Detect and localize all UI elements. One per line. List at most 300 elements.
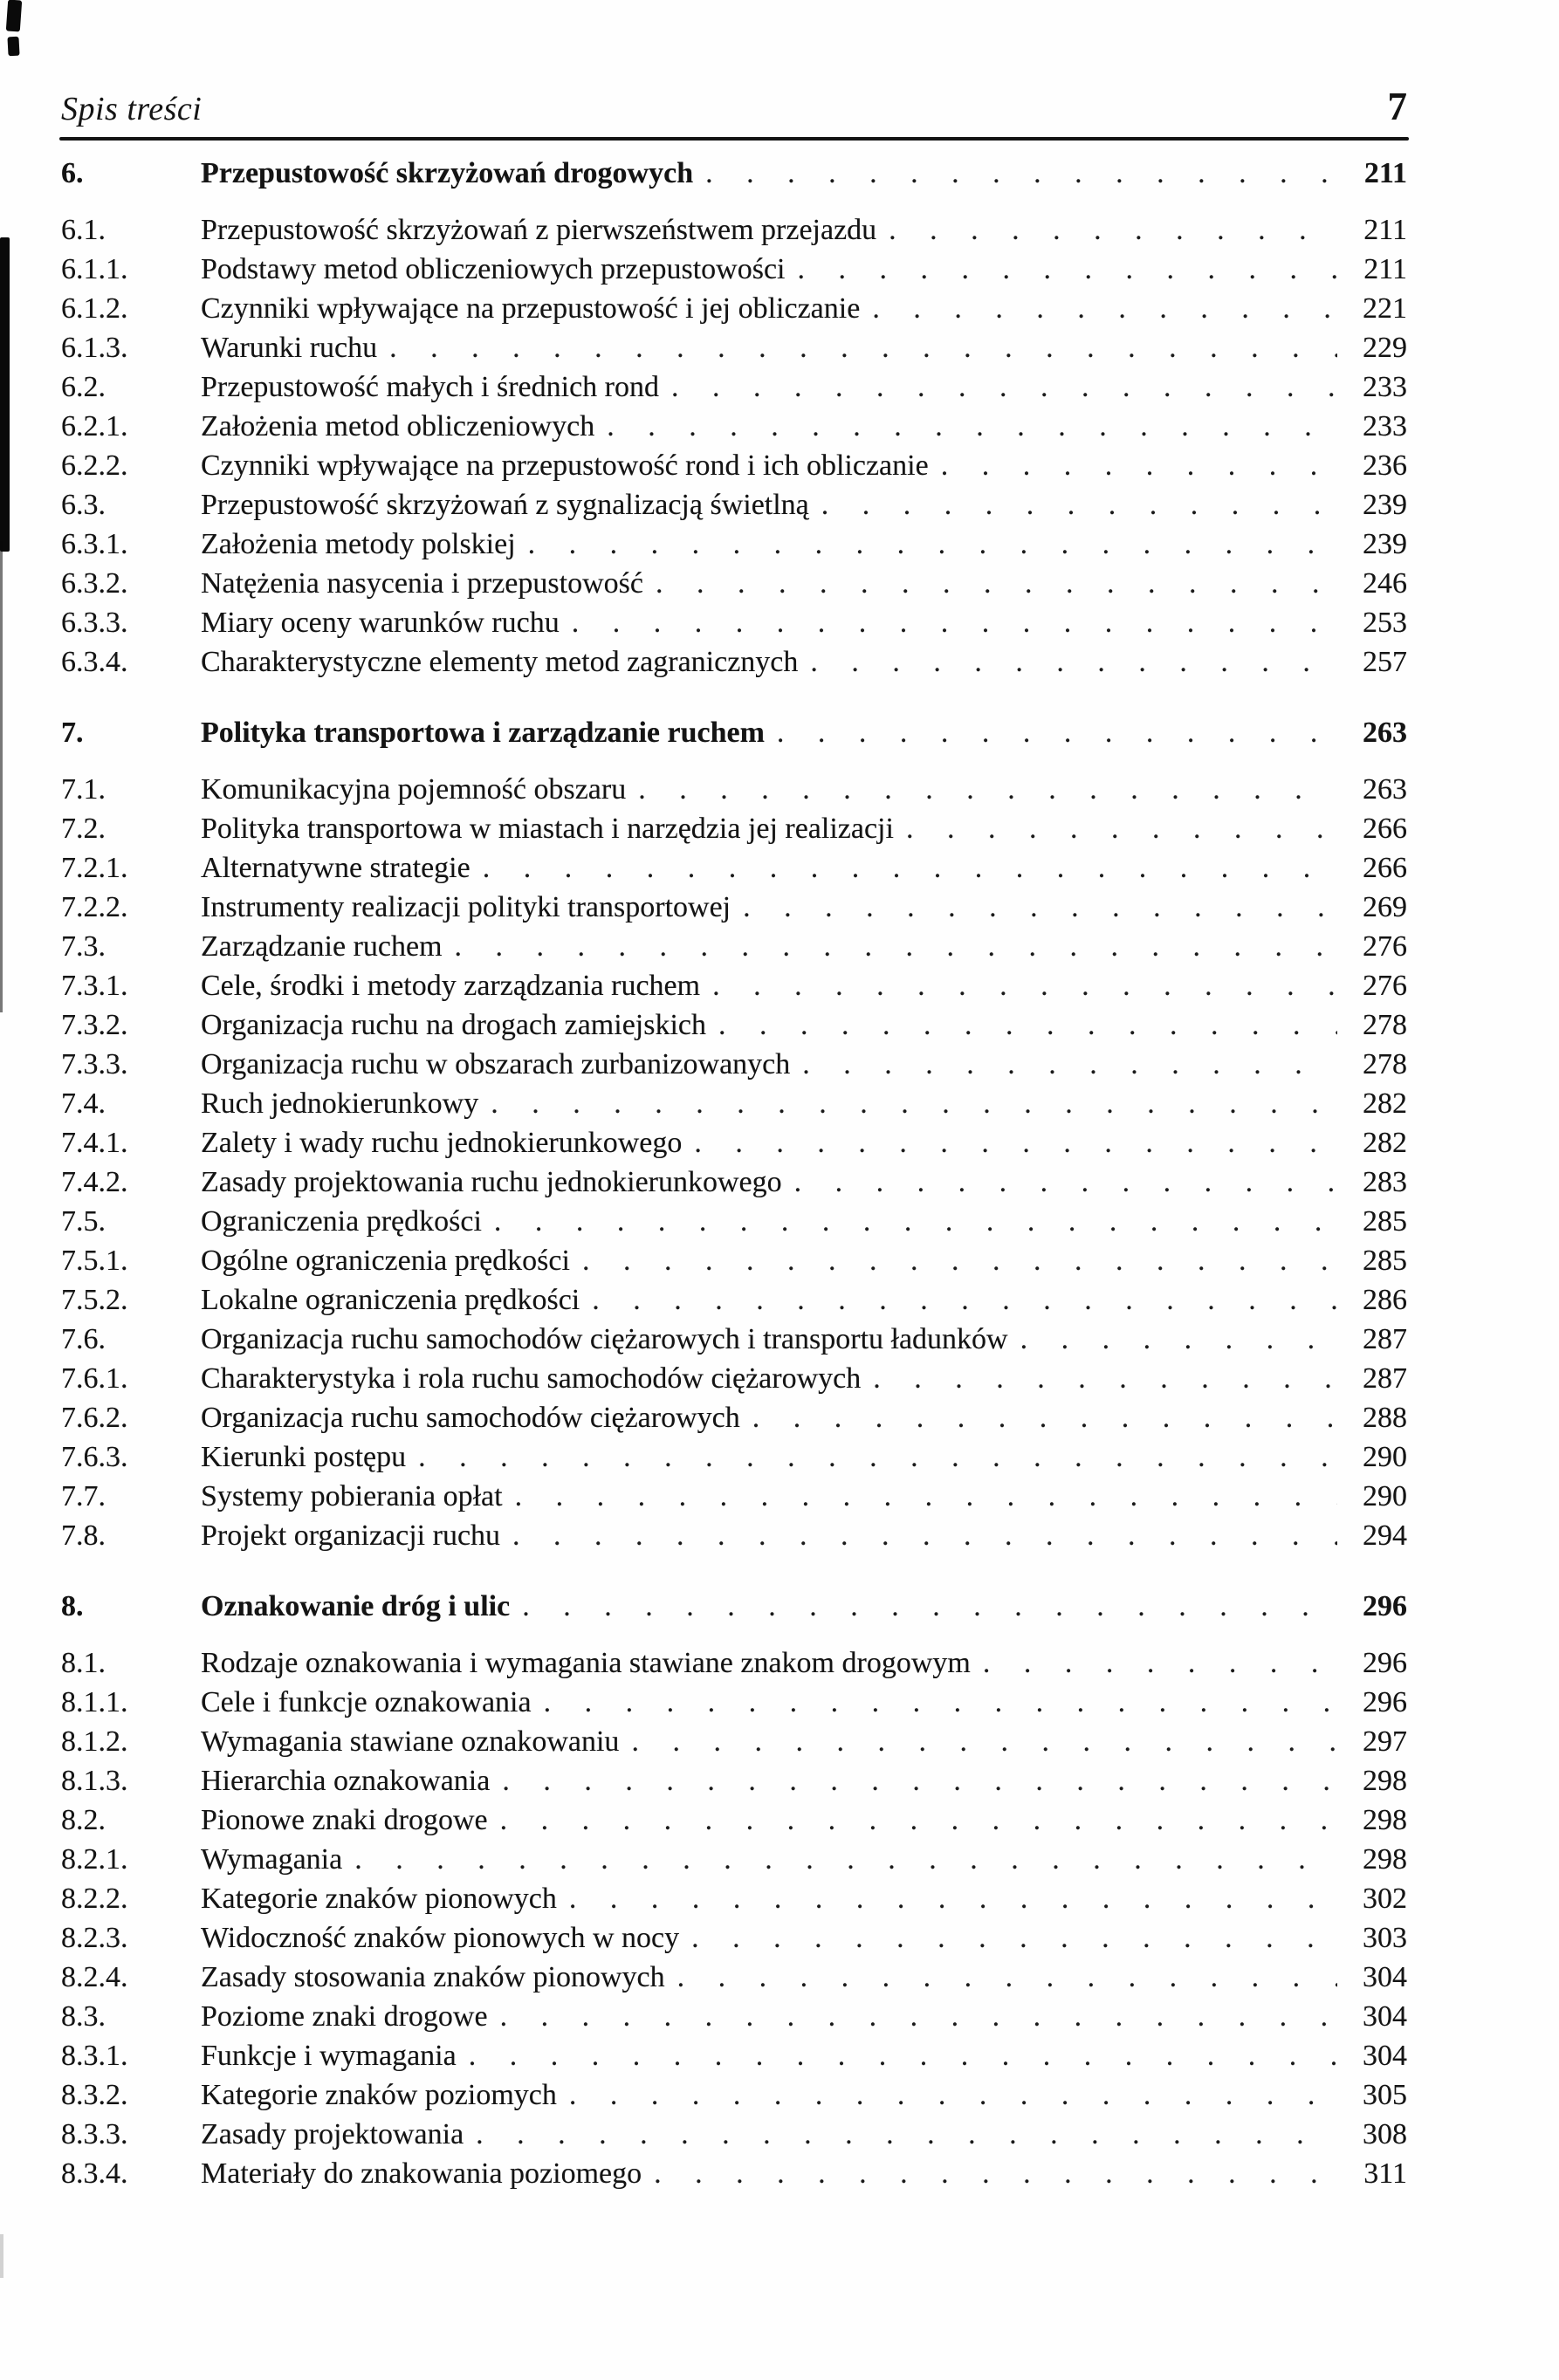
dot-leader <box>569 2075 1337 2115</box>
toc-entry-number: 7.5.1. <box>61 1245 128 1277</box>
dot-leader <box>712 966 1337 1005</box>
toc-entry-page: 233 <box>1363 371 1407 403</box>
toc-entry-number: 7.5.2. <box>61 1284 128 1316</box>
toc-entry-line <box>201 848 1407 888</box>
toc-entry-line <box>201 1320 1407 1359</box>
toc-entry-page: 278 <box>1363 1048 1407 1080</box>
toc-row <box>61 328 1407 367</box>
dot-leader <box>569 1879 1337 1918</box>
toc-entry-title: Zalety i wady ruchu jednokierunkowego <box>201 1127 683 1159</box>
dot-leader <box>718 1005 1337 1045</box>
dot-leader <box>671 367 1337 407</box>
toc-entry-line <box>201 2154 1407 2193</box>
toc-entry-line <box>201 446 1407 485</box>
dot-leader <box>494 1202 1337 1241</box>
dot-leader <box>941 446 1337 485</box>
toc-entry-title: Systemy pobierania opłat <box>201 1480 503 1512</box>
toc-entry-line <box>201 1045 1407 1084</box>
toc-entry-title: Cele i funkcje oznakowania <box>201 1686 532 1718</box>
toc-entry-title: Przepustowość małych i średnich rond <box>201 371 659 403</box>
toc-row <box>61 367 1407 407</box>
dot-leader <box>656 564 1337 603</box>
toc-entry-title: Alternatywne strategie <box>201 852 470 884</box>
toc-entry-page: 296 <box>1363 1590 1407 1622</box>
toc-entry-page: 288 <box>1363 1402 1407 1434</box>
toc-section-row <box>61 713 1407 752</box>
dot-leader <box>906 809 1337 848</box>
toc-entry-page: 302 <box>1363 1883 1407 1915</box>
toc-entry-page: 276 <box>1363 930 1407 963</box>
dot-leader <box>418 1437 1337 1477</box>
toc-entry-title: Kategorie znaków poziomych <box>201 2079 557 2111</box>
toc-entry-line <box>201 927 1407 966</box>
toc-row <box>61 848 1407 888</box>
dot-leader <box>544 1683 1337 1722</box>
toc-entry-number: 7.6.3. <box>61 1441 128 1473</box>
toc-row <box>61 1879 1407 1918</box>
toc-entry-line <box>201 888 1407 927</box>
toc-entry-page: 282 <box>1363 1087 1407 1120</box>
toc-entry-title: Warunki ruchu <box>201 332 378 364</box>
toc-entry-number: 7.5. <box>61 1205 106 1238</box>
toc-section-row <box>61 1587 1407 1626</box>
toc-entry-page: 285 <box>1363 1205 1407 1238</box>
toc-entry-title: Założenia metody polskiej <box>201 528 516 560</box>
toc-entry-title: Założenia metod obliczeniowych <box>201 410 595 442</box>
toc-entry-number: 6.3. <box>61 489 106 521</box>
dot-leader <box>872 289 1337 328</box>
dot-leader <box>794 1163 1337 1202</box>
toc-row <box>61 1280 1407 1320</box>
toc-row <box>61 1643 1407 1683</box>
toc-entry-line <box>201 1163 1407 1202</box>
toc-entry-number: 7.2.1. <box>61 852 128 884</box>
toc-entry-page: 236 <box>1363 449 1407 482</box>
toc-row <box>61 1477 1407 1516</box>
toc-entry-title: Polityka transportowa w miastach i narzędzia jej realizacji <box>201 813 894 845</box>
toc-entry-number: 7.6.1. <box>61 1362 128 1395</box>
toc-entry-line <box>201 642 1407 682</box>
toc-row <box>61 888 1407 927</box>
toc-entry-number: 8.3.4. <box>61 2157 128 2190</box>
scan-edge-artifact <box>0 2234 3 2278</box>
toc-entry-page: 276 <box>1363 970 1407 1002</box>
toc-entry-page: 308 <box>1363 2118 1407 2150</box>
toc-entry-page: 287 <box>1363 1362 1407 1395</box>
dot-leader <box>483 848 1337 888</box>
dot-leader <box>777 713 1337 752</box>
toc-row <box>61 1958 1407 1997</box>
toc-row <box>61 1202 1407 1241</box>
toc-entry-number: 7.3.3. <box>61 1048 128 1080</box>
toc-entry-line <box>201 1643 1407 1683</box>
dot-leader <box>502 1761 1337 1800</box>
toc-entry-page: 305 <box>1363 2079 1407 2111</box>
toc-row <box>61 2115 1407 2154</box>
toc-entry-number: 7.1. <box>61 773 106 806</box>
toc-entry-title: Charakterystyczne elementy metod zagranicznych <box>201 646 799 678</box>
toc-entry-number: 7.2. <box>61 813 106 845</box>
toc-row <box>61 289 1407 328</box>
toc-entry-line <box>201 1398 1407 1437</box>
toc-entry-line <box>201 1437 1407 1477</box>
toc-entry-title: Wymagania <box>201 1843 343 1876</box>
toc-entry-page: 246 <box>1363 567 1407 600</box>
toc-entry-line <box>201 154 1407 193</box>
toc-row <box>61 525 1407 564</box>
toc-entry-title: Miary oceny warunków ruchu <box>201 607 560 639</box>
toc-entry-page: 304 <box>1363 2040 1407 2072</box>
dot-leader <box>691 1918 1337 1958</box>
toc-entry-page: 257 <box>1363 646 1407 678</box>
toc-entry-page: 290 <box>1363 1441 1407 1473</box>
toc-row <box>61 1084 1407 1123</box>
toc-entry-number: 8.2.3. <box>61 1922 128 1954</box>
toc-entry-number: 6.2.1. <box>61 410 128 442</box>
dot-leader <box>743 888 1337 927</box>
toc-section-row <box>61 154 1407 193</box>
toc-row <box>61 564 1407 603</box>
toc-entry-line <box>201 1879 1407 1918</box>
toc-entry-page: 294 <box>1363 1519 1407 1552</box>
scan-smudge-artifact <box>6 0 22 32</box>
toc-entry-number: 8.1.2. <box>61 1725 128 1758</box>
toc-entry-page: 290 <box>1363 1480 1407 1512</box>
toc-entry-line <box>201 328 1407 367</box>
toc-entry-line <box>201 1359 1407 1398</box>
toc-entry-page: 221 <box>1363 292 1407 325</box>
dot-leader <box>677 1958 1337 1997</box>
toc-row <box>61 642 1407 682</box>
toc-row <box>61 407 1407 446</box>
toc-entry-title: Projekt organizacji ruchu <box>201 1519 501 1552</box>
toc-entry-number: 7.3.1. <box>61 970 128 1002</box>
toc-row <box>61 1437 1407 1477</box>
toc-row <box>61 809 1407 848</box>
toc-entry-page: 311 <box>1363 2157 1407 2190</box>
toc-entry-line <box>201 1800 1407 1840</box>
dot-leader <box>752 1398 1337 1437</box>
toc-entry-number: 8.1.1. <box>61 1686 128 1718</box>
toc-entry-title: Przepustowość skrzyżowań drogowych <box>201 157 694 189</box>
toc-entry-number: 7.3.2. <box>61 1009 128 1041</box>
toc-entry-line <box>201 1005 1407 1045</box>
dot-leader <box>821 485 1337 525</box>
toc-entry-line <box>201 289 1407 328</box>
toc-entry-line <box>201 1683 1407 1722</box>
toc-entry-number: 6.1.1. <box>61 253 128 285</box>
toc-entry-page: 286 <box>1363 1284 1407 1316</box>
toc-entry-number: 6.3.3. <box>61 607 128 639</box>
toc-entry-number: 7.6.2. <box>61 1402 128 1434</box>
toc-row <box>61 1918 1407 1958</box>
toc-entry-title: Kategorie znaków pionowych <box>201 1883 557 1915</box>
toc-row <box>61 966 1407 1005</box>
dot-leader <box>522 1587 1337 1626</box>
toc-entry-number: 7.3. <box>61 930 106 963</box>
toc-entry-number: 6.1.3. <box>61 332 128 364</box>
toc-entry-line <box>201 564 1407 603</box>
toc-entry-title: Przepustowość skrzyżowań z pierwszeństwem przejazdu <box>201 214 877 246</box>
toc-entry-number: 7.4.2. <box>61 1166 128 1198</box>
dot-leader <box>694 1123 1337 1163</box>
toc-row <box>61 1997 1407 2036</box>
dot-leader <box>469 2036 1337 2075</box>
toc-entry-number: 6.2.2. <box>61 449 128 482</box>
toc-entry-page: 296 <box>1363 1647 1407 1679</box>
toc-entry-title: Cele, środki i metody zarządzania ruchem <box>201 970 701 1002</box>
toc-entry-number: 6.3.1. <box>61 528 128 560</box>
toc-entry-page: 283 <box>1363 1166 1407 1198</box>
toc-entry-title: Zasady projektowania ruchu jednokierunkowego <box>201 1166 782 1198</box>
toc-entry-page: 278 <box>1363 1009 1407 1041</box>
toc-entry-line <box>201 809 1407 848</box>
toc-entry-title: Materiały do znakowania poziomego <box>201 2157 642 2190</box>
toc-entry-line <box>201 367 1407 407</box>
toc-entry-number: 6.3.2. <box>61 567 128 600</box>
dot-leader <box>455 927 1337 966</box>
dot-leader <box>354 1840 1337 1879</box>
toc-entry-line <box>201 966 1407 1005</box>
toc-entry-number: 7.2.2. <box>61 891 128 923</box>
toc-entry-number: 7.6. <box>61 1323 106 1355</box>
scan-edge-artifact <box>0 541 3 1012</box>
toc-row <box>61 2154 1407 2193</box>
toc-entry-line <box>201 1241 1407 1280</box>
toc-list <box>61 122 1407 2193</box>
toc-row <box>61 446 1407 485</box>
dot-leader <box>1020 1320 1337 1359</box>
toc-entry-number: 8.2.2. <box>61 1883 128 1915</box>
toc-entry-line <box>201 1840 1407 1879</box>
toc-entry-line <box>201 1722 1407 1761</box>
toc-row <box>61 210 1407 250</box>
toc-entry-page: 298 <box>1363 1765 1407 1797</box>
toc-row <box>61 1241 1407 1280</box>
toc-entry-title: Zasady projektowania <box>201 2118 464 2150</box>
toc-entry-line <box>201 1997 1407 2036</box>
dot-leader <box>389 328 1337 367</box>
toc-entry-title: Ograniczenia prędkości <box>201 1205 482 1238</box>
toc-entry-page: 298 <box>1363 1804 1407 1836</box>
dot-leader <box>476 2115 1337 2154</box>
toc-entry-number: 7.4.1. <box>61 1127 128 1159</box>
toc-entry-title: Organizacja ruchu w obszarach zurbanizowanych <box>201 1048 791 1080</box>
toc-entry-title: Oznakowanie dróg i ulic <box>201 1590 511 1622</box>
toc-row <box>61 250 1407 289</box>
toc-entry-line <box>201 1477 1407 1516</box>
dot-leader <box>797 250 1337 289</box>
toc-entry-page: 285 <box>1363 1245 1407 1277</box>
toc-row <box>61 1840 1407 1879</box>
toc-entry-line <box>201 713 1407 752</box>
dot-leader <box>582 1241 1337 1280</box>
toc-row <box>61 1683 1407 1722</box>
toc-entry-page: 263 <box>1363 773 1407 806</box>
toc-entry-page: 229 <box>1363 332 1407 364</box>
toc-entry-page: 211 <box>1363 253 1407 285</box>
toc-entry-page: 304 <box>1363 1961 1407 1993</box>
toc-entry-title: Poziome znaki drogowe <box>201 2000 488 2033</box>
toc-entry-line <box>201 407 1407 446</box>
dot-leader <box>607 407 1337 446</box>
toc-entry-number: 6.1. <box>61 214 106 246</box>
toc-row <box>61 1005 1407 1045</box>
toc-row <box>61 770 1407 809</box>
toc-entry-page: 303 <box>1363 1922 1407 1954</box>
toc-entry-title: Instrumenty realizacji polityki transportowej <box>201 891 731 923</box>
page-number: 7 <box>1387 85 1407 128</box>
dot-leader <box>802 1045 1337 1084</box>
scan-smudge-artifact <box>7 37 19 57</box>
toc-entry-line <box>201 525 1407 564</box>
toc-entry-title: Komunikacyjna pojemność obszaru <box>201 773 627 806</box>
toc-entry-title: Zasady stosowania znaków pionowych <box>201 1961 665 1993</box>
toc-entry-page: 233 <box>1363 410 1407 442</box>
toc-row <box>61 1045 1407 1084</box>
toc-row <box>61 1516 1407 1555</box>
dot-leader <box>873 1359 1337 1398</box>
toc-entry-page: 211 <box>1363 157 1407 189</box>
toc-entry-number: 8.3.3. <box>61 2118 128 2150</box>
toc-entry-title: Zarządzanie ruchem <box>201 930 443 963</box>
dot-leader <box>810 642 1337 682</box>
toc-entry-title: Widoczność znaków pionowych w nocy <box>201 1922 680 1954</box>
toc-entry-page: 304 <box>1363 2000 1407 2033</box>
toc-entry-number: 8.2.4. <box>61 1961 128 1993</box>
toc-entry-title: Kierunki postępu <box>201 1441 407 1473</box>
toc-entry-line <box>201 1084 1407 1123</box>
toc-row <box>61 927 1407 966</box>
toc-entry-number: 8.2.1. <box>61 1843 128 1876</box>
toc-entry-number: 6.1.2. <box>61 292 128 325</box>
scan-edge-artifact <box>0 237 10 552</box>
toc-entry-page: 298 <box>1363 1843 1407 1876</box>
toc-entry-line <box>201 2075 1407 2115</box>
dot-leader <box>983 1643 1337 1683</box>
toc-entry-number: 7. <box>61 717 84 749</box>
toc-row <box>61 1800 1407 1840</box>
dot-leader <box>638 770 1337 809</box>
toc-entry-number: 8.3. <box>61 2000 106 2033</box>
toc-entry-title: Pionowe znaki drogowe <box>201 1804 488 1836</box>
toc-entry-page: 296 <box>1363 1686 1407 1718</box>
toc-entry-page: 253 <box>1363 607 1407 639</box>
toc-entry-number: 6. <box>61 157 84 189</box>
toc-entry-title: Ruch jednokierunkowy <box>201 1087 479 1120</box>
toc-entry-title: Organizacja ruchu na drogach zamiejskich <box>201 1009 706 1041</box>
toc-row <box>61 1123 1407 1163</box>
dot-leader <box>500 1997 1337 2036</box>
toc-entry-title: Podstawy metod obliczeniowych przepustowości <box>201 253 786 285</box>
toc-row <box>61 1163 1407 1202</box>
toc-row <box>61 2036 1407 2075</box>
toc-entry-number: 8.1. <box>61 1647 106 1679</box>
toc-entry-title: Czynniki wpływające na przepustowość rond i ich obliczanie <box>201 449 929 482</box>
dot-leader <box>528 525 1337 564</box>
toc-entry-page: 282 <box>1363 1127 1407 1159</box>
toc-row <box>61 1320 1407 1359</box>
toc-entry-title: Przepustowość skrzyżowań z sygnalizacją świetlną <box>201 489 809 521</box>
toc-entry-page: 239 <box>1363 528 1407 560</box>
toc-entry-number: 7.4. <box>61 1087 106 1120</box>
dot-leader <box>705 154 1337 193</box>
toc-entry-title: Natężenia nasycenia i przepustowość <box>201 567 643 600</box>
toc-row <box>61 1761 1407 1800</box>
running-title: Spis treści <box>61 91 203 127</box>
toc-entry-number: 8. <box>61 1590 84 1622</box>
toc-entry-page: 266 <box>1363 852 1407 884</box>
toc-entry-title: Lokalne ograniczenia prędkości <box>201 1284 580 1316</box>
toc-entry-number: 7.8. <box>61 1519 106 1552</box>
toc-entry-page: 266 <box>1363 813 1407 845</box>
toc-entry-title: Polityka transportowa i zarządzanie ruchem <box>201 717 765 749</box>
toc-entry-line <box>201 1516 1407 1555</box>
toc-entry-title: Funkcje i wymagania <box>201 2040 457 2072</box>
toc-entry-line <box>201 210 1407 250</box>
dot-leader <box>592 1280 1337 1320</box>
toc-entry-number: 8.2. <box>61 1804 106 1836</box>
toc-entry-line <box>201 1280 1407 1320</box>
toc-row <box>61 603 1407 642</box>
toc-entry-number: 6.3.4. <box>61 646 128 678</box>
toc-entry-line <box>201 485 1407 525</box>
toc-entry-line <box>201 1202 1407 1241</box>
toc-entry-title: Organizacja ruchu samochodów ciężarowych i transportu ładunków <box>201 1323 1008 1355</box>
toc-row <box>61 1398 1407 1437</box>
dot-leader <box>654 2154 1337 2193</box>
toc-row <box>61 2075 1407 2115</box>
toc-entry-line <box>201 1123 1407 1163</box>
toc-entry-line <box>201 770 1407 809</box>
toc-entry-number: 6.2. <box>61 371 106 403</box>
toc-row <box>61 1722 1407 1761</box>
toc-entry-page: 211 <box>1363 214 1407 246</box>
toc-entry-line <box>201 2115 1407 2154</box>
toc-entry-title: Hierarchia oznakowania <box>201 1765 491 1797</box>
toc-entry-line <box>201 1918 1407 1958</box>
toc-entry-line <box>201 603 1407 642</box>
dot-leader <box>631 1722 1337 1761</box>
toc-entry-title: Ogólne ograniczenia prędkości <box>201 1245 570 1277</box>
toc-entry-title: Rodzaje oznakowania i wymagania stawiane znakom drogowym <box>201 1647 971 1679</box>
toc-entry-title: Wymagania stawiane oznakowaniu <box>201 1725 620 1758</box>
dot-leader <box>500 1800 1337 1840</box>
toc-entry-title: Organizacja ruchu samochodów ciężarowych <box>201 1402 740 1434</box>
toc-row <box>61 485 1407 525</box>
toc-entry-page: 263 <box>1363 717 1407 749</box>
toc-entry-line <box>201 1761 1407 1800</box>
toc-entry-number: 8.3.2. <box>61 2079 128 2111</box>
toc-entry-line <box>201 1587 1407 1626</box>
toc-row <box>61 1359 1407 1398</box>
toc-entry-title: Charakterystyka i rola ruchu samochodów ciężarowych <box>201 1362 862 1395</box>
toc-entry-page: 297 <box>1363 1725 1407 1758</box>
toc-entry-line <box>201 2036 1407 2075</box>
toc-entry-page: 269 <box>1363 891 1407 923</box>
toc-entry-number: 8.3.1. <box>61 2040 128 2072</box>
dot-leader <box>491 1084 1337 1123</box>
toc-entry-number: 7.7. <box>61 1480 106 1512</box>
toc-entry-line <box>201 250 1407 289</box>
toc-entry-page: 287 <box>1363 1323 1407 1355</box>
toc-entry-title: Czynniki wpływające na przepustowość i jej obliczanie <box>201 292 861 325</box>
toc-entry-page: 239 <box>1363 489 1407 521</box>
dot-leader <box>512 1516 1337 1555</box>
dot-leader <box>889 210 1337 250</box>
dot-leader <box>572 603 1337 642</box>
dot-leader <box>515 1477 1337 1516</box>
